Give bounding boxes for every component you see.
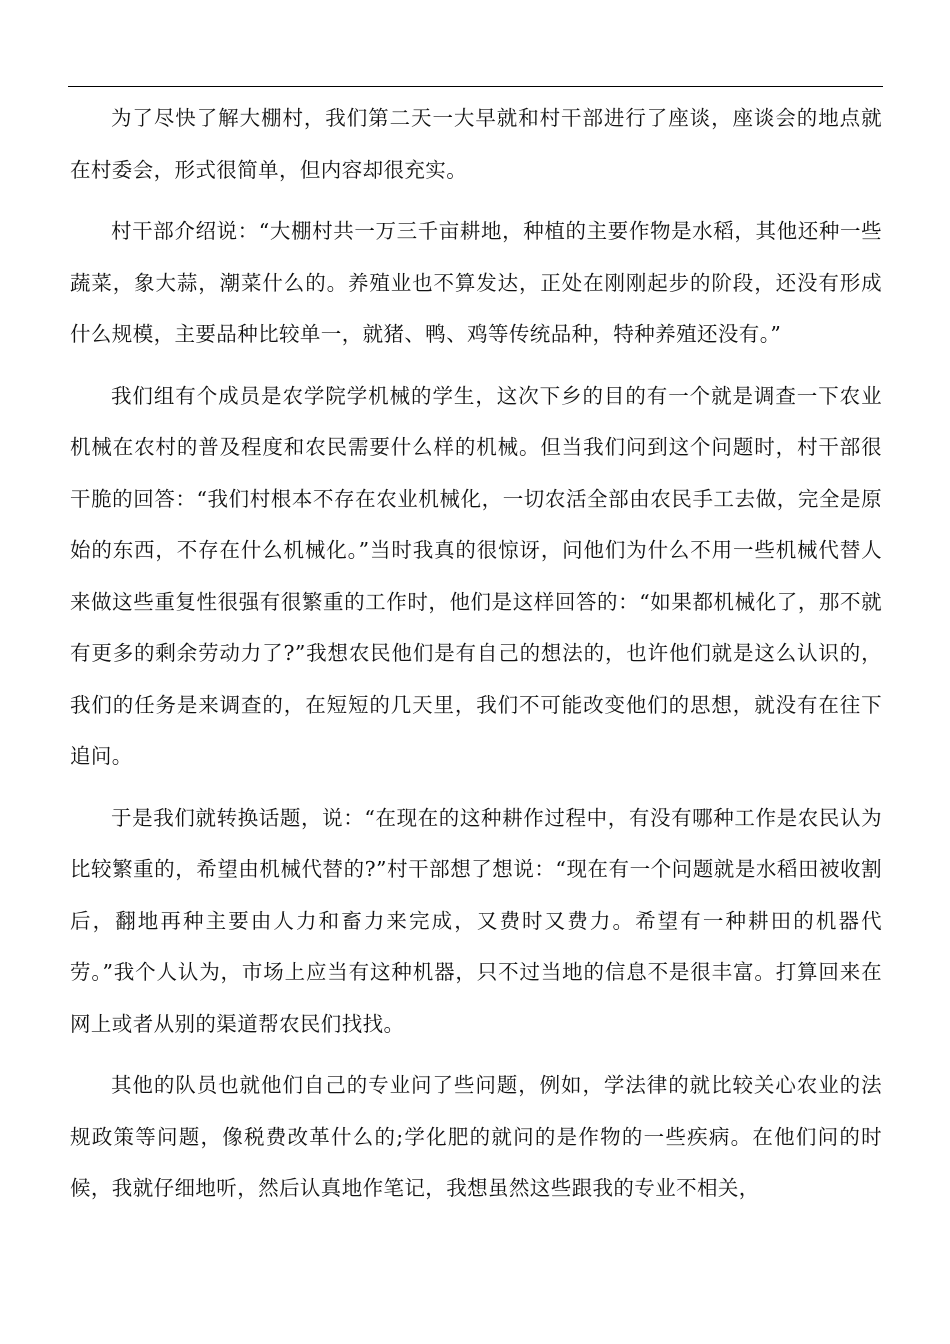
document-body bbox=[70, 93, 882, 1225]
paragraph-4: 于是我们就转换话题，说：“在现在的这种耕作过程中，有没有哪种工作是农民认为比较繁重的，希望由机械代替的?”村干部想了想说：“现在有一个问题就是水稻田被收割后，翻地再种主要由人力和畜力来完成，又费时又费力。希望有一种耕田的机器代劳。”我个人认为，市场上应当有这种机器，只不过当地的信息不是很丰富。打算回来在网上或者从别的渠道帮农民们找找。 bbox=[70, 805, 882, 1036]
paragraph-2: 村干部介绍说：“大棚村共一万三千亩耕地，种植的主要作物是水稻，其他还种一些蔬菜，象大蒜，潮菜什么的。养殖业也不算发达，正处在刚刚起步的阶段，还没有形成什么规模，主要品种比较单一，就猪、鸭、鸡等传统品种，特种养殖还没有。” bbox=[70, 219, 882, 346]
paragraph-5: 其他的队员也就他们自己的专业问了些问题，例如，学法律的就比较关心农业的法规政策等问题，像税费改革什么的;学化肥的就问的是作物的一些疾病。在他们问的时候，我就仔细地听，然后认真地作笔记，我想虽然这些跟我的专业不相关， bbox=[70, 1073, 882, 1200]
paragraph-3: 我们组有个成员是农学院学机械的学生，这次下乡的目的有一个就是调查一下农业机械在农村的普及程度和农民需要什么样的机械。但当我们问到这个问题时，村干部很干脆的回答：“我们村根本不存在农业机械化，一切农活全部由农民手工去做，完全是原始的东西，不存在什么机械化。”当时我真的很惊讶，问他们为什么不用一些机械代替人来做这些重复性很强有很繁重的工作时，他们是这样回答的：“如果都机械化了，那不就有更多的剩余劳动力了?”我想农民他们是有自己的想法的，也许他们就是这么认识的，我们的任务是来调查的，在短短的几天里，我们不可能改变他们的思想，就没有在往下追问。 bbox=[70, 383, 882, 768]
paragraph-1: 为了尽快了解大棚村，我们第二天一大早就和村干部进行了座谈，座谈会的地点就在村委会，形式很简单，但内容却很充实。 bbox=[70, 106, 882, 182]
header-rule bbox=[68, 86, 883, 87]
